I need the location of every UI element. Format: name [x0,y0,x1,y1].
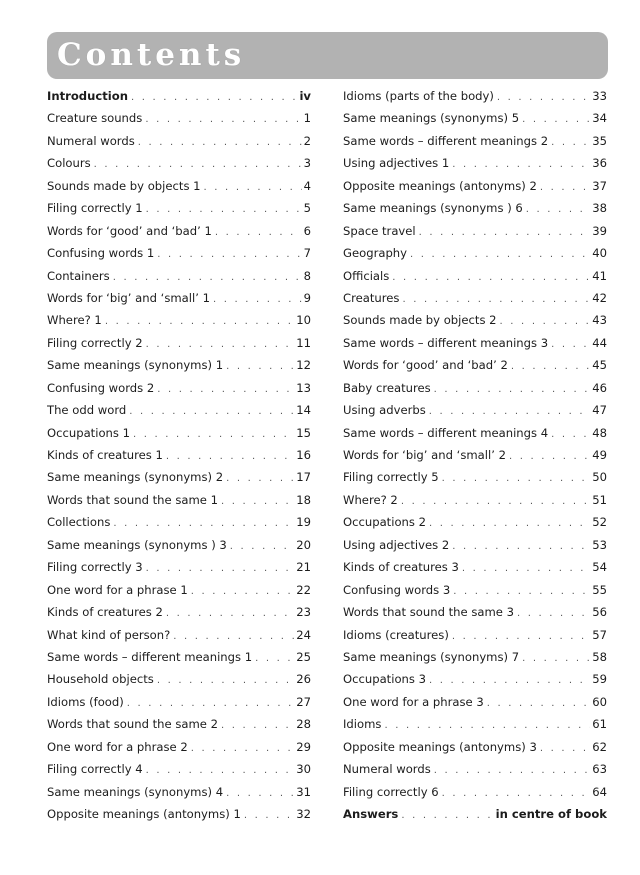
dot-leader [157,384,294,395]
toc-entry-page: 9 [303,290,311,305]
toc-entry-page: 1 [303,111,311,126]
toc-entry [343,740,607,762]
toc-entry [343,628,607,650]
toc-entry-title: Collections [47,515,111,530]
toc-entry-title: Where? 1 [47,313,102,328]
toc-entry-page: 57 [592,627,607,642]
toc-entry-title: What kind of person? [47,627,171,642]
dot-leader [105,316,294,327]
toc-entry-page: 56 [592,605,607,620]
toc-entry-page: 6 [303,223,311,238]
toc-entry-page: 18 [296,492,311,507]
dot-leader [429,518,590,529]
toc-entry-page: 53 [592,537,607,552]
toc-entry-page: 62 [592,739,607,754]
dot-leader [157,249,301,260]
toc-entry [47,583,311,605]
dot-leader [166,608,294,619]
toc-entry-page: 27 [296,694,311,709]
dot-leader [442,788,591,799]
toc-entry [343,448,607,470]
toc-entry [47,515,311,537]
dot-leader [215,227,302,238]
toc-entry-page: 15 [296,425,311,440]
toc-entry-page: 25 [296,649,311,664]
toc-entry [47,628,311,650]
toc-entry-title: Idioms [343,717,382,732]
toc-entry [47,695,311,717]
toc-entry-page: 21 [296,560,311,575]
toc-entry-title: Same meanings (synonyms) 5 [343,111,520,126]
toc-entry [47,538,311,560]
toc-entry-title: Opposite meanings (antonyms) 2 [343,178,537,193]
toc-entry-page: 58 [592,649,607,664]
toc-entry-title: Introduction [47,89,128,103]
dot-leader [133,429,294,440]
toc-entry-page: 14 [296,403,311,418]
dot-leader [230,541,294,552]
toc-entry-title: Baby creatures [343,380,431,395]
dot-leader [146,204,302,215]
toc-entry-page: 2 [303,133,311,148]
toc-entry-title: Filing correctly 3 [47,560,143,575]
toc-entry-page: 22 [296,582,311,597]
toc-entry-page: 55 [592,582,607,597]
toc-entry-page: 63 [592,762,607,777]
toc-entry-title: Numeral words [343,762,431,777]
dot-leader [392,272,590,283]
toc-entry-page: 23 [296,605,311,620]
dot-leader [145,114,301,125]
toc-entry-page: 50 [592,470,607,485]
toc-entry [343,224,607,246]
toc-entry [47,381,311,403]
dot-leader [429,675,590,686]
toc-entry-title: Officials [343,268,390,283]
toc-entry-page: 47 [592,403,607,418]
toc-entry-title: Occupations 3 [343,672,426,687]
toc-entry [343,807,607,829]
dot-leader [221,496,294,507]
dot-leader [487,698,591,709]
dot-leader [551,339,590,350]
toc-entry-page: 43 [592,313,607,328]
toc-entry [343,605,607,627]
toc-entry-page: 61 [592,717,607,732]
toc-entry-page: 51 [592,492,607,507]
dot-leader [434,765,590,776]
toc-entry-page: 38 [592,201,607,216]
dot-leader [526,204,590,215]
dot-leader [213,294,302,305]
dot-leader [94,159,302,170]
toc-entry-title: Same words – different meanings 2 [343,133,549,148]
dot-leader [452,631,590,642]
toc-entry [343,381,607,403]
toc-entry-title: Idioms (creatures) [343,627,449,642]
toc-entry [47,470,311,492]
toc-entry-page: 48 [592,425,607,440]
toc-entry [343,583,607,605]
toc-entry [47,403,311,425]
toc-entry-title: Numeral words [47,133,135,148]
dot-leader [166,451,294,462]
dot-leader [522,653,590,664]
toc-entry-title: Kinds of creatures 1 [47,448,163,462]
toc-entry [47,426,311,448]
toc-entry-title: Using adjectives 2 [343,537,450,552]
dot-leader [173,631,294,642]
toc-entry [343,493,607,515]
toc-entry-title: Geography [343,246,408,261]
toc-entry-page: 11 [296,335,311,350]
toc-entry-title: Using adverbs [343,403,426,418]
toc-entry-page: 7 [303,246,311,261]
toc-entry-title: Occupations 2 [343,515,426,530]
toc-entry-title: Filing correctly 5 [343,470,439,485]
dot-leader [127,698,294,709]
toc-entry-title: Occupations 1 [47,425,130,440]
toc-entry [343,426,607,448]
toc-entry [47,134,311,156]
toc-entry-page: 44 [592,335,607,350]
toc-entry-title: Where? 2 [343,492,398,507]
dot-leader [131,92,298,103]
toc-entry [343,717,607,739]
dot-leader [191,586,295,597]
toc-entry-title: Confusing words 2 [47,380,155,395]
toc-entry-page: 54 [592,560,607,575]
toc-entry-page: 29 [296,739,311,754]
dot-leader [540,182,590,193]
toc-entry-title: Words that sound the same 2 [47,717,218,732]
dot-leader [157,675,294,686]
toc-entry [343,358,607,380]
toc-entry [343,134,607,156]
toc-entry [47,493,311,515]
toc-entry [343,403,607,425]
toc-entry-title: Same words – different meanings 3 [343,335,549,350]
toc-entry-title: Words for ‘big’ and ‘small’ 1 [47,290,210,305]
toc-entry-page: 46 [592,380,607,395]
page-title: Contents [57,37,246,73]
toc-entry-title: Confusing words 3 [343,582,451,597]
dot-leader [226,473,294,484]
toc-entry-title: Confusing words 1 [47,246,155,261]
dot-leader [146,339,295,350]
dot-leader [146,563,295,574]
toc-entry [47,448,311,470]
toc-entry-title: Colours [47,156,91,171]
dot-leader [497,92,590,103]
toc-entry-title: Opposite meanings (antonyms) 1 [47,807,241,821]
contents-banner [47,32,608,79]
toc-entry-page: 13 [296,380,311,395]
toc-entry-page: 17 [296,470,311,485]
toc-entry-title: Same meanings (synonyms) 2 [47,470,224,485]
toc-entry [343,291,607,313]
toc-entry-title: Words that sound the same 3 [343,605,514,620]
toc-entry-title: Words for ‘good’ and ‘bad’ 2 [343,358,508,373]
dot-leader [540,743,590,754]
toc-entry [47,358,311,380]
dot-leader [452,159,590,170]
dot-leader [401,810,493,821]
dot-leader [434,384,591,395]
toc-entry-title: The odd word [47,403,127,418]
dot-leader [384,720,590,731]
dot-leader [517,608,590,619]
toc-entry-page: 40 [592,246,607,261]
toc-entry-page: 3 [303,156,311,171]
toc-entry [343,560,607,582]
dot-leader [204,182,302,193]
dot-leader [255,653,294,664]
toc-entry-page: 42 [592,290,607,305]
toc-entry [343,785,607,807]
dot-leader [551,429,590,440]
toc-entry-title: Same meanings (synonyms) 4 [47,784,224,799]
toc-entry [47,672,311,694]
toc-entry-title: Filing correctly 4 [47,762,143,777]
dot-leader [113,518,294,529]
dot-leader [511,361,590,372]
toc-entry-page: in centre of book [495,807,607,821]
dot-leader [442,473,591,484]
toc-entry [47,201,311,223]
toc-entry-title: Containers [47,268,110,283]
toc-entry-page: 64 [592,784,607,799]
toc-entry-title: Idioms (parts of the body) [343,89,494,103]
toc-entry-title: Same meanings (synonyms ) 3 [47,537,227,552]
toc-entry [47,246,311,268]
toc-entry-page: 36 [592,156,607,171]
toc-entry-title: Same words – different meanings 1 [47,649,253,664]
toc-entry [47,111,311,133]
toc-entry [343,336,607,358]
toc-entry-page: 35 [592,133,607,148]
toc-entry [47,650,311,672]
toc-entry-title: Household objects [47,672,154,687]
toc-entry [47,291,311,313]
toc-entry-title: Words that sound the same 1 [47,492,218,507]
toc-entry [343,313,607,335]
toc-entry-page: 16 [296,448,311,462]
toc-entry-page: iv [299,89,311,103]
toc-entry [47,224,311,246]
toc-entry-title: One word for a phrase 3 [343,694,484,709]
toc-entry-page: 12 [296,358,311,373]
toc-entry-page: 30 [296,762,311,777]
toc-entry-page: 41 [592,268,607,283]
toc-entry-title: Using adjectives 1 [343,156,450,171]
toc-entry-title: Space travel [343,223,416,238]
dot-leader [244,810,294,821]
toc-entry-title: Creature sounds [47,111,143,126]
toc-entry [343,201,607,223]
toc-entry-page: 8 [303,268,311,283]
toc-entry-page: 31 [296,784,311,799]
toc-entry [343,269,607,291]
toc-entry [47,313,311,335]
dot-leader [221,720,294,731]
toc-entry-title: Filing correctly 2 [47,335,143,350]
dot-leader [500,316,591,327]
toc-entry [47,269,311,291]
toc-entry-title: Kinds of creatures 3 [343,560,459,575]
toc-entry [47,717,311,739]
toc-entry-page: 59 [592,672,607,687]
toc-entry-page: 52 [592,515,607,530]
toc-entry [47,560,311,582]
dot-leader [226,361,294,372]
toc-entry [343,156,607,178]
toc-entry-title: Filing correctly 1 [47,201,143,216]
dot-leader [113,272,302,283]
toc-entry-title: One word for a phrase 2 [47,739,188,754]
toc-entry [343,650,607,672]
dot-leader [401,496,590,507]
toc-entry-page: 39 [592,223,607,238]
toc-entry-page: 45 [592,358,607,373]
toc-entry-title: Sounds made by objects 2 [343,313,497,328]
dot-leader [522,114,590,125]
toc-entry [343,695,607,717]
toc-entry-page: 49 [592,448,607,462]
toc-entry-title: Idioms (food) [47,694,124,709]
toc-entry [343,470,607,492]
toc-entry-title: Opposite meanings (antonyms) 3 [343,739,537,754]
toc-entry [343,672,607,694]
toc-entry [47,807,311,829]
toc-entry-page: 33 [592,89,607,103]
toc-entry-page: 60 [592,694,607,709]
dot-leader [402,294,590,305]
toc-entry-title: Same meanings (synonyms) 1 [47,358,224,373]
toc-entry-title: Creatures [343,290,400,305]
toc-entry-page: 26 [296,672,311,687]
toc-entry [47,156,311,178]
toc-entry [343,515,607,537]
dot-leader [509,451,590,462]
toc-entry-page: 24 [296,627,311,642]
toc-entry-page: 28 [296,717,311,732]
toc-entry [343,538,607,560]
toc-column-left [47,89,311,829]
dot-leader [146,765,295,776]
toc-entry-title: Words for ‘good’ and ‘bad’ 1 [47,223,212,238]
toc-entry-page: 4 [303,178,311,193]
toc-entry [343,89,607,111]
toc-entry [343,179,607,201]
toc-entry [47,605,311,627]
dot-leader [191,743,295,754]
toc-entry-page: 10 [296,313,311,328]
toc-entry-page: 5 [303,201,311,216]
toc-entry [47,179,311,201]
toc-entry-page: 19 [296,515,311,530]
toc-entry-page: 37 [592,178,607,193]
toc-entry [343,762,607,784]
toc-entry [343,111,607,133]
dot-leader [129,406,294,417]
toc-column-right [343,89,607,829]
dot-leader [419,227,591,238]
toc-entry-title: Answers [343,807,399,821]
dot-leader [453,586,590,597]
toc-entry [47,762,311,784]
toc-entry [343,246,607,268]
dot-leader [410,249,590,260]
toc-entry-title: Filing correctly 6 [343,784,439,799]
toc-entry-page: 20 [296,537,311,552]
toc-entry [47,785,311,807]
toc-entry-page: 34 [592,111,607,126]
toc-entry-title: Kinds of creatures 2 [47,605,163,620]
toc-entry-title: Sounds made by objects 1 [47,178,201,193]
toc-entry-title: Same meanings (synonyms) 7 [343,649,520,664]
toc-entry-title: Words for ‘big’ and ‘small’ 2 [343,448,506,462]
dot-leader [429,406,590,417]
toc-entry-title: Same words – different meanings 4 [343,425,549,440]
dot-leader [551,137,590,148]
toc-entry-title: Same meanings (synonyms ) 6 [343,201,523,216]
dot-leader [462,563,590,574]
dot-leader [226,788,294,799]
toc-entry [47,740,311,762]
toc-entry [47,89,311,111]
toc-entry-title: One word for a phrase 1 [47,582,188,597]
dot-leader [452,541,590,552]
toc-entry [47,336,311,358]
dot-leader [138,137,302,148]
toc-entry-page: 32 [296,807,311,821]
